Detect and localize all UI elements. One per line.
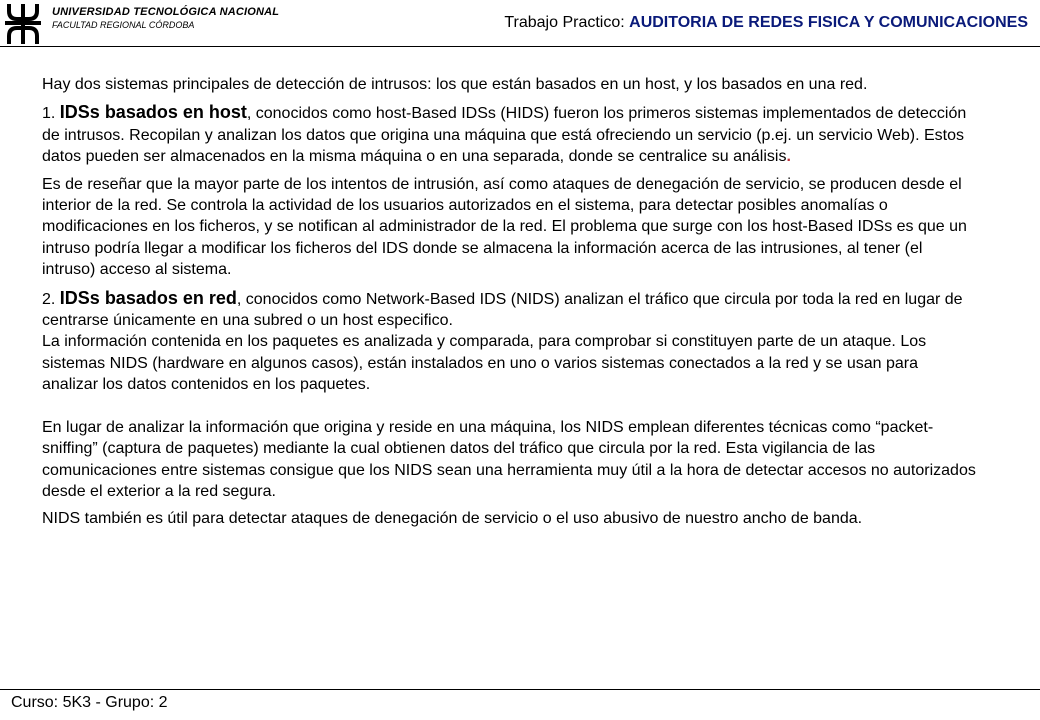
item-heading: IDSs basados en host [59,102,247,123]
nids-usage-paragraph: NIDS también es útil para detectar ataques de denegación de servicio o el uso abusivo de nuestro ancho de banda. [42,510,863,528]
intro-paragraph: Hay dos sistemas principales de detección de intrusos: los que están basados en un host, y los basados en una red. [42,76,868,93]
institution-block [52,6,279,32]
title-text: AUDITORIA DE REDES FISICA Y COMUNICACIONES [629,14,1028,31]
utn-logo [5,4,41,44]
document-title [504,14,1028,32]
item-number: 2. [42,290,56,308]
header-divider [0,46,1040,47]
item-heading: IDSs basados en red [59,287,237,308]
item-host-ids [42,102,978,167]
item-end-mark: . [786,148,791,166]
course-footer: Curso: 5K3 - Grupo: 2 [11,694,168,711]
university-name: UNIVERSIDAD TECNOLÓGICA NACIONAL [52,6,280,18]
footer-divider [0,689,1040,690]
packets-paragraph: La información contenida en los paquetes es analizada y comparada, para comprobar si constituyen parte de un ataque. Los sistemas NIDS (hardware en algunos casos), están instalados en uno o varios sistemas conectados a la red y se usan para analizar los datos contenidos en los paquetes. [42,333,927,394]
item-text: , conocidos como host-Based IDSs (HIDS) fueron los primeros sistemas implementados de detección de intrusos. Recopilan y analizan los datos que origina una máquina que está ofreciendo un servicio (p.ej. un servicio Web). Estos datos pueden ser almacenados en la misma máquina o en una separada, donde se centralice su análisis [42,105,967,166]
item-text: , conocidos como Network-Based IDS (NIDS) analizan el tráfico que circula por toda la red en lugar de centrarse únicamente en una subred o un host especifico. [42,290,963,330]
item-number: 1. [42,105,56,123]
host-ids-paragraph: Es de reseñar que la mayor parte de los intentos de intrusión, así como ataques de denegación de servicio, se producen desde el interior de la red. Se controla la actividad de los usuarios autorizados en el sistema, para detectar posibles anomalías o modificaciones en los ficheros, y se notifican al administrador de la red. El problema que surge con los host-Based IDSs es que un intruso podría llegar a modificar los ficheros del IDS donde se almacena la información acerca de las intrusiones, al tener (el intruso) acceso al sistema. [42,175,967,279]
item-network-ids [42,288,978,332]
nids-techniques-paragraph: En lugar de analizar la información que origina y reside en una máquina, los NIDS emplean diferentes técnicas como “packet-sniffing” (captura de paquetes) mediante la cual obtienen datos del tráfico que circula por la red. Esta vigilancia de las comunicaciones entre sistemas consigue que los NIDS sean una herramienta muy útil a la hora de detectar accesos no autorizados desde el exterior a la red segura. [42,418,976,500]
faculty-name: FACULTAD REGIONAL CÓRDOBA [52,20,195,30]
main-content [42,74,978,530]
title-prefix: Trabajo Practico: [504,14,625,31]
